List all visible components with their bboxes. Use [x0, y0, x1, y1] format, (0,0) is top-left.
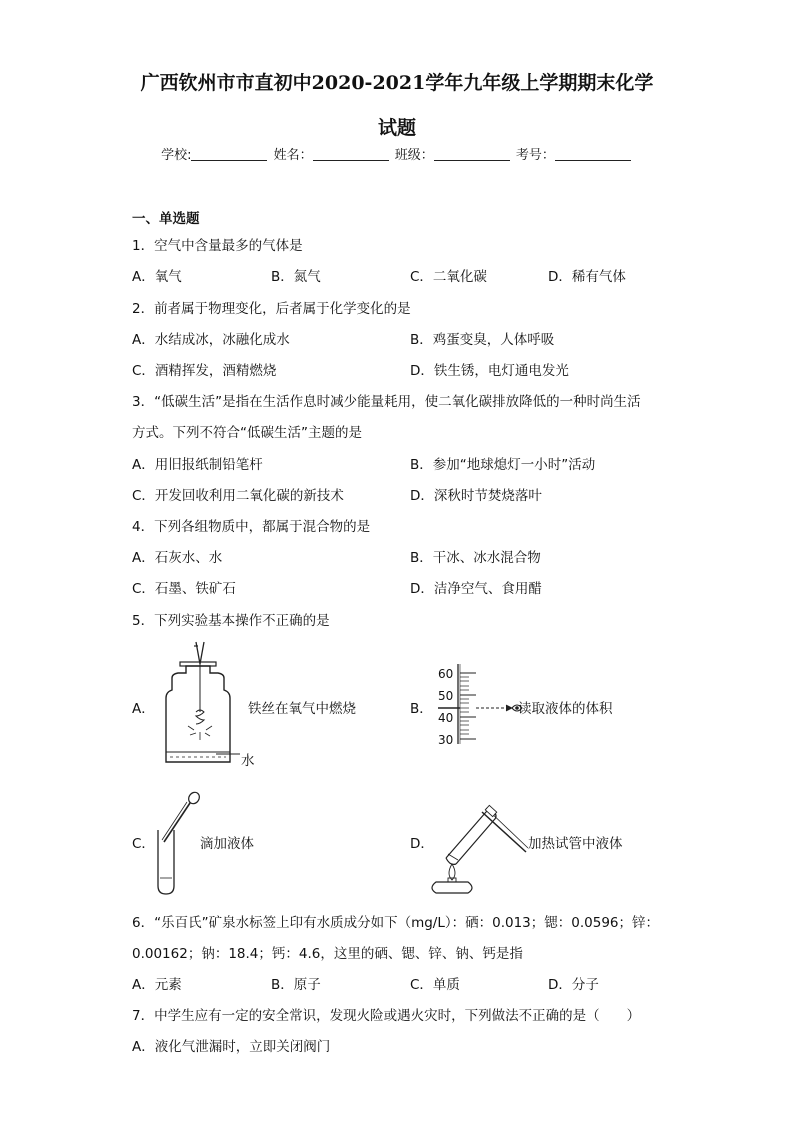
student-info-row: [0, 144, 794, 163]
q3-stem-line1: 3．“低碳生活”是指在生活作息时减少能量耗用，使二氧化碳排放降低的一种时尚生活: [132, 394, 641, 410]
scale-50: 50: [438, 689, 454, 703]
q5-option-c-label: C．: [132, 836, 155, 852]
q3-option-d: D．深秋时节焚烧落叶: [410, 488, 542, 504]
q5-d-caption: 加热试管中液体: [528, 836, 623, 852]
q2-stem: 2．前者属于物理变化，后者属于化学变化的是: [132, 301, 411, 317]
iron-wire-combustion-figure: [150, 640, 250, 770]
minor-ticks: [460, 677, 469, 734]
q6-option-c: C．单质: [410, 977, 460, 993]
scale-30: 30: [438, 733, 454, 747]
q3-option-a: A．用旧报纸制铅笔杆: [132, 457, 263, 473]
q1-option-a: A．氧气: [132, 269, 182, 285]
q5-option-a-label: A．: [132, 701, 155, 717]
number-field[interactable]: [555, 146, 631, 161]
test-tube-holder: [482, 812, 526, 852]
q3-option-c: C．开发回收利用二氧化碳的新技术: [132, 488, 344, 504]
q5-a-caption: 铁丝在氧气中燃烧: [248, 701, 356, 717]
q1-option-d: D．稀有气体: [548, 269, 626, 285]
school-label: 学校:: [161, 148, 192, 163]
sparks: [188, 726, 212, 740]
scale-60: 60: [438, 667, 454, 681]
q1-stem: 1．空气中含量最多的气体是: [132, 238, 303, 254]
q4-stem: 4．下列各组物质中，都属于混合物的是: [132, 519, 371, 535]
q3-option-b: B．参加“地球熄灯一小时”活动: [410, 457, 596, 473]
q4-option-a: A．石灰水、水: [132, 550, 223, 566]
graduated-cylinder-figure: [420, 662, 530, 748]
glass-plate: [180, 662, 216, 666]
gas-jar-outline: [166, 666, 230, 762]
q5-a-water-label: 水: [241, 753, 255, 769]
name-label: 姓名：: [273, 148, 313, 163]
q7-stem: 7．中学生应有一定的安全常识，发现火险或遇火灾时，下列做法不正确的是（ ）: [132, 1008, 641, 1024]
q5-option-b-label: B．: [410, 701, 433, 717]
q6-option-b: B．原子: [271, 977, 321, 993]
q1-option-b: B．氮气: [271, 269, 321, 285]
q6-option-d: D．分子: [548, 977, 599, 993]
q5-option-d-label: D．: [410, 836, 434, 852]
q4-option-c: C．石墨、铁矿石: [132, 581, 236, 597]
q7-option-a: A．液化气泄漏时，立即关闭阀门: [132, 1039, 331, 1055]
class-field[interactable]: [434, 146, 510, 161]
scale-40: 40: [438, 711, 454, 725]
q2-option-a: A．水结成冰，冰融化成水: [132, 332, 290, 348]
q1-option-c: C．二氧化碳: [410, 269, 487, 285]
q6-option-a: A．元素: [132, 977, 182, 993]
page-title-line2: 试题: [377, 117, 416, 139]
q4-option-b: B．干冰、冰水混合物: [410, 550, 541, 566]
q2-option-d: D．铁生锈，电灯通电发光: [410, 363, 569, 379]
q5-b-caption: 读取液体的体积: [518, 701, 613, 717]
q5-c-caption: 滴加液体: [200, 836, 254, 852]
section-heading: 一、单选题: [132, 211, 200, 227]
q3-stem-line2: 方式。下列不符合“低碳生活”主题的是: [132, 425, 362, 441]
dropper-tube: [164, 803, 190, 842]
q6-stem-line2: 0.00162；钠：18.4；钙：4.6，这里的硒、锶、锌、钠、钙是指: [132, 946, 523, 962]
number-label: 考号：: [515, 148, 555, 163]
q5-stem: 5．下列实验基本操作不正确的是: [132, 613, 330, 629]
alcohol-lamp: [432, 882, 472, 893]
school-field[interactable]: [191, 146, 267, 161]
major-ticks: [460, 673, 476, 739]
crucible-tongs: [196, 642, 204, 664]
name-field[interactable]: [313, 146, 389, 161]
page-title: 广西钦州市市直初中2020-2021学年九年级上学期期末化学: [140, 72, 654, 94]
dropper-bulb: [186, 790, 201, 806]
q4-option-d: D．洁净空气、食用醋: [410, 581, 542, 597]
q2-option-c: C．酒精挥发，酒精燃烧: [132, 363, 277, 379]
iron-wire-spiral: [196, 710, 204, 724]
heating-test-tube-figure: [424, 794, 534, 894]
q2-option-b: B．鸡蛋变臭，人体呼吸: [410, 332, 555, 348]
class-label: 班级：: [394, 148, 434, 163]
q6-stem-line1: 6．“乐百氏”矿泉水标签上印有水质成分如下（mg/L）：硒：0.013；锶：0.0596；锌：: [132, 915, 660, 931]
